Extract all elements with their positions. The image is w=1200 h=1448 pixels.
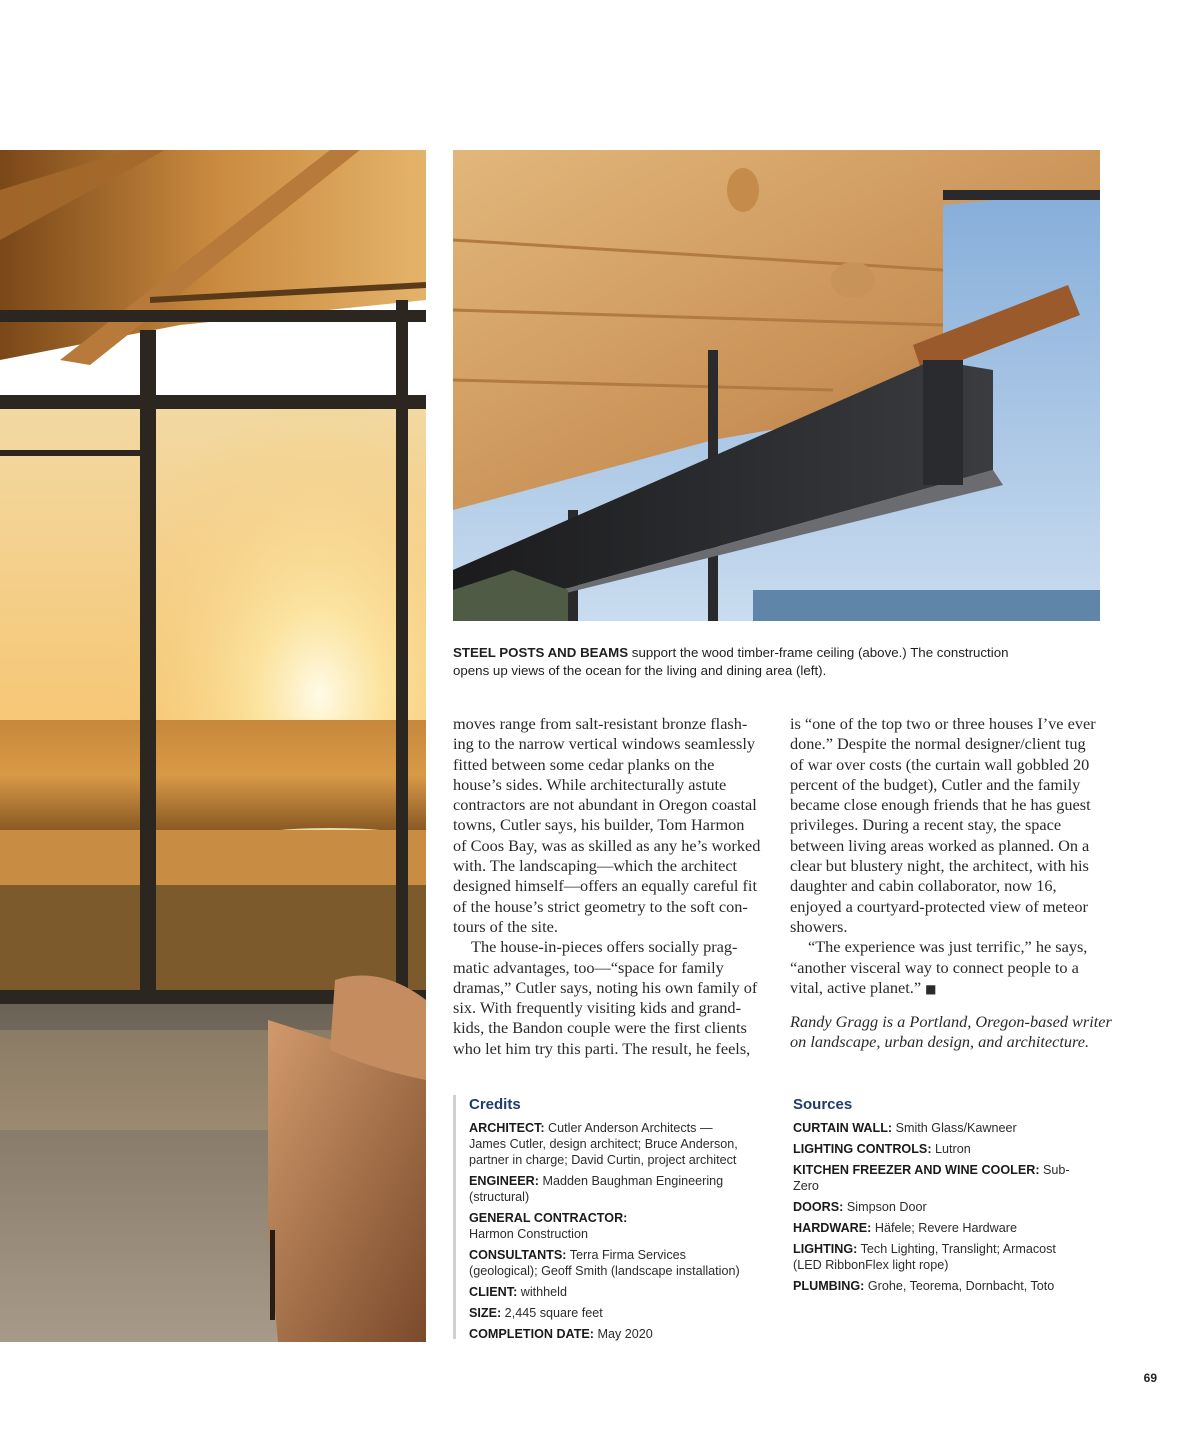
living-area-window-sunset-image bbox=[0, 150, 426, 1342]
body-line: is “one of the top two or three houses I’ve ever bbox=[790, 714, 1096, 733]
body-line: daughter and cabin collaborator, now 16, bbox=[790, 876, 1057, 896]
steel-beam-timber-ceiling-image bbox=[453, 150, 1100, 621]
body-line: vital, active planet.” bbox=[790, 977, 922, 997]
credit-completion-date: COMPLETION DATE: May 2020 bbox=[469, 1327, 653, 1341]
author-bio-line: on landscape, urban design, and architecture. bbox=[790, 1032, 1090, 1052]
body-line: towns, Cutler says, his builder, Tom Harmon bbox=[453, 815, 745, 835]
body-line: fitted between some cedar planks on the bbox=[453, 754, 715, 774]
body-line: ing to the narrow vertical windows seamlessly bbox=[453, 734, 756, 754]
source-hardware: HARDWARE: Häfele; Revere Hardware bbox=[793, 1221, 1017, 1235]
body-line: of war over costs (the curtain wall gobbled 20 bbox=[790, 754, 1090, 774]
credit-general-contractor: GENERAL CONTRACTOR: Harmon Construction bbox=[469, 1211, 628, 1241]
credit-consultants: CONSULTANTS: Terra Firma Services (geological); Geoff Smith (landscape installation) bbox=[469, 1248, 740, 1278]
body-line: contractors are not abundant in Oregon coastal bbox=[453, 795, 757, 815]
body-line: house’s sides. While architecturally astute bbox=[453, 774, 727, 794]
body-line: showers. bbox=[790, 916, 848, 936]
body-line: moves range from salt-resistant bronze flash- bbox=[453, 714, 748, 733]
source-plumbing: PLUMBING: Grohe, Teorema, Dornbacht, Toto bbox=[793, 1279, 1055, 1293]
living-area-photo bbox=[0, 150, 426, 1342]
steel-beam-photo bbox=[453, 150, 1100, 621]
caption-lead: STEEL POSTS AND BEAMS bbox=[453, 645, 629, 660]
photo-caption bbox=[453, 644, 1093, 679]
body-line: with. The landscaping—which the architect bbox=[453, 856, 738, 876]
caption-text-line2: opens up views of the ocean for the living and dining area (left). bbox=[453, 662, 827, 678]
source-lighting-controls: LIGHTING CONTROLS: Lutron bbox=[793, 1142, 971, 1156]
body-line: tours of the site. bbox=[453, 916, 558, 936]
source-kitchen: KITCHEN FREEZER AND WINE COOLER: Sub- Zero bbox=[793, 1163, 1070, 1193]
body-line: of Coos Bay, was as skilled as any he’s worked bbox=[453, 835, 761, 855]
source-lighting: LIGHTING: Tech Lighting, Translight; Armacost (LED RibbonFlex light rope) bbox=[793, 1242, 1056, 1272]
credit-size: SIZE: 2,445 square feet bbox=[469, 1306, 603, 1320]
source-curtain-wall: CURTAIN WALL: Smith Glass/Kawneer bbox=[793, 1121, 1017, 1135]
body-line: kids, the Bandon couple were the first clients bbox=[453, 1018, 747, 1038]
author-bio-line: Randy Gragg is a Portland, Oregon-based writer bbox=[790, 1012, 1112, 1032]
body-line: matic advantages, too—“space for family bbox=[453, 957, 724, 977]
credits-heading: Credits bbox=[469, 1096, 521, 1113]
body-line: enjoyed a courtyard-protected view of meteor bbox=[790, 896, 1088, 916]
body-line: “The experience was just terrific,” he says, bbox=[808, 937, 1088, 957]
sources-box bbox=[793, 1096, 1103, 1299]
credit-engineer: ENGINEER: Madden Baughman Engineering (structural) bbox=[469, 1174, 724, 1204]
credits-rule bbox=[453, 1095, 456, 1339]
article-column-2 bbox=[790, 714, 1112, 1053]
body-line: dramas,” Cutler says, noting his own family of bbox=[453, 977, 758, 997]
source-doors: DOORS: Simpson Door bbox=[793, 1200, 927, 1214]
end-of-article-mark: ■ bbox=[925, 981, 937, 996]
body-line: percent of the budget), Cutler and the family bbox=[790, 774, 1081, 794]
body-line: between living areas worked as planned. On a bbox=[790, 835, 1090, 855]
body-line: done.” Despite the normal designer/client tug bbox=[790, 734, 1086, 754]
body-line: six. With frequently visiting kids and grand- bbox=[453, 998, 741, 1018]
article-column-1 bbox=[453, 714, 765, 1059]
caption-text-line1: support the wood timber-frame ceiling (above.) The construction bbox=[628, 645, 1009, 660]
credit-architect: ARCHITECT: Cutler Anderson Architects — James Cutler, design architect; Bruce Anderson, partner in charge; David Curtin, project architect bbox=[469, 1121, 738, 1167]
body-line: “another visceral way to connect people to a bbox=[790, 957, 1079, 977]
body-line: who let him try this parti. The result, he feels, bbox=[453, 1038, 751, 1058]
sources-heading: Sources bbox=[793, 1096, 853, 1113]
credit-client: CLIENT: withheld bbox=[469, 1285, 567, 1299]
body-line: designed himself—offers an equally careful fit bbox=[453, 876, 757, 896]
page-number: 69 bbox=[1143, 1371, 1157, 1385]
body-line: The house-in-pieces offers socially prag- bbox=[471, 937, 738, 957]
body-line: became close enough friends that he has guest bbox=[790, 795, 1091, 815]
body-line: clear but blustery night, the architect, with his bbox=[790, 856, 1089, 876]
body-line: of the house’s strict geometry to the soft con- bbox=[453, 896, 748, 916]
credits-box bbox=[469, 1096, 779, 1347]
body-line: privileges. During a recent stay, the space bbox=[790, 815, 1062, 835]
